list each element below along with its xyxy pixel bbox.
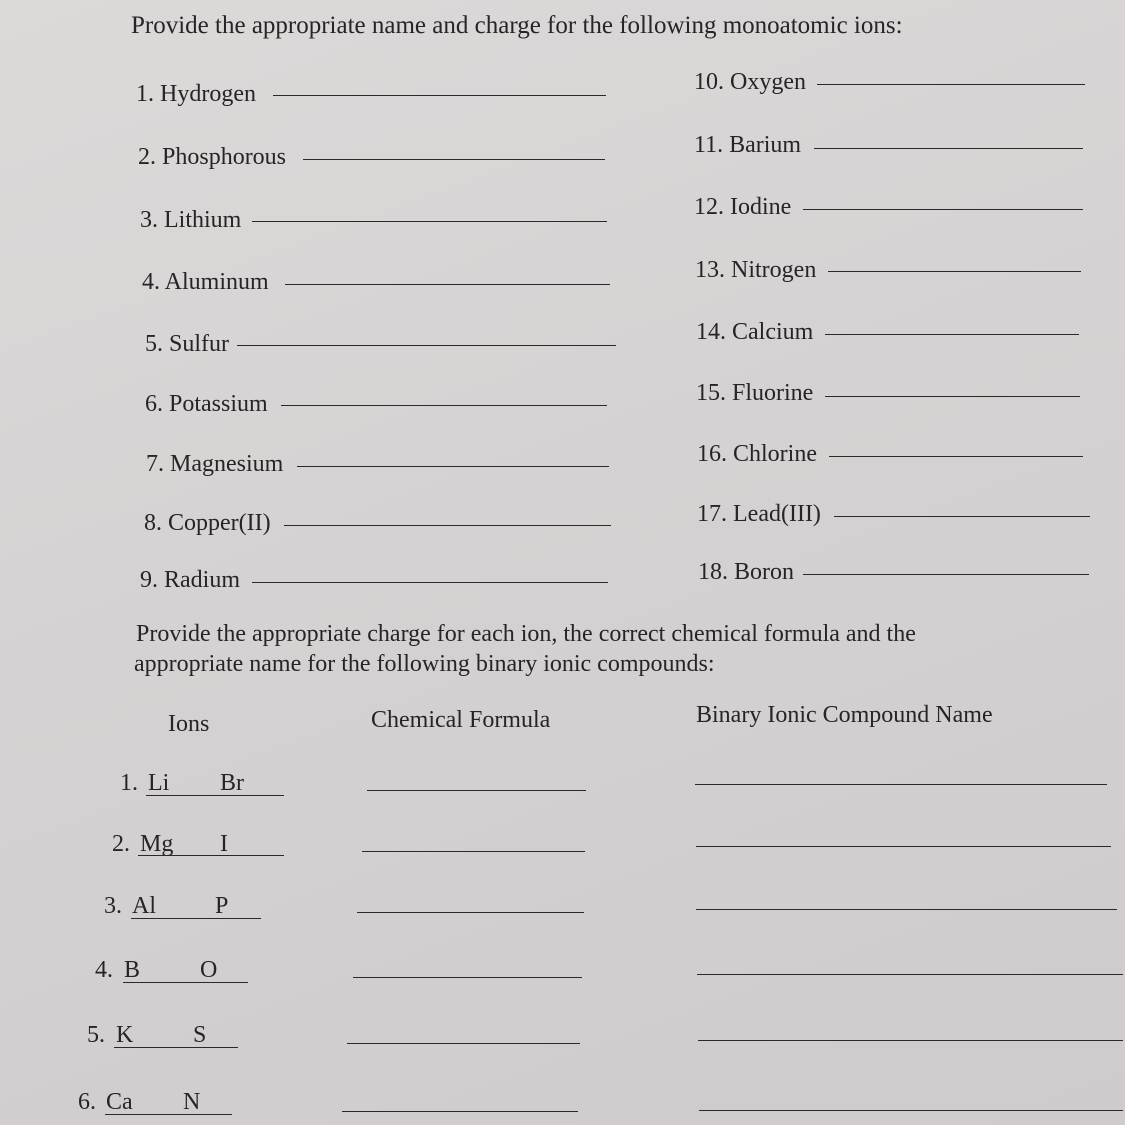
- ion-label: 12. Iodine: [694, 194, 792, 220]
- cation: K: [116, 1022, 134, 1048]
- answer-blank[interactable]: [281, 405, 607, 406]
- ion-label: 1. Hydrogen: [136, 81, 256, 107]
- anion: O: [200, 957, 218, 983]
- answer-blank[interactable]: [825, 334, 1079, 335]
- anion: S: [193, 1022, 207, 1048]
- answer-blank[interactable]: [803, 209, 1083, 210]
- answer-blank[interactable]: [252, 582, 608, 583]
- compound-name-blank[interactable]: [695, 784, 1107, 785]
- anion: I: [220, 831, 228, 857]
- formula-blank[interactable]: [347, 1043, 580, 1044]
- answer-blank[interactable]: [252, 221, 607, 222]
- answer-blank[interactable]: [284, 525, 611, 526]
- row-number: 1.: [120, 770, 138, 796]
- binary-heading-line-2: appropriate name for the following binary ionic compounds:: [134, 651, 715, 677]
- cation: B: [124, 957, 141, 983]
- answer-blank[interactable]: [803, 574, 1089, 575]
- answer-blank[interactable]: [273, 95, 606, 96]
- ion-label: 10. Oxygen: [694, 69, 806, 95]
- binary-heading-line-1: Provide the appropriate charge for each ion, the correct chemical formula and the: [136, 621, 916, 647]
- row-number: 3.: [104, 893, 122, 919]
- answer-blank[interactable]: [814, 148, 1083, 149]
- ion-label: 3. Lithium: [140, 207, 242, 233]
- formula-blank[interactable]: [362, 851, 585, 852]
- answer-blank[interactable]: [828, 271, 1081, 272]
- ion-label: 16. Chlorine: [697, 441, 817, 467]
- row-number: 4.: [95, 957, 113, 983]
- row-number: 2.: [112, 831, 130, 857]
- cation: Mg: [140, 831, 174, 857]
- ion-label: 15. Fluorine: [696, 380, 814, 406]
- formula-blank[interactable]: [357, 912, 584, 913]
- ion-label: 17. Lead(III): [697, 501, 821, 527]
- ion-label: 6. Potassium: [145, 391, 268, 417]
- cation: Li: [148, 770, 170, 796]
- column-header-formula: Chemical Formula: [371, 707, 551, 733]
- compound-name-blank[interactable]: [696, 846, 1111, 847]
- answer-blank[interactable]: [303, 159, 605, 160]
- row-number: 5.: [87, 1022, 105, 1048]
- row-number: 6.: [78, 1089, 96, 1115]
- column-header-ions: Ions: [168, 711, 210, 737]
- answer-blank[interactable]: [825, 396, 1080, 397]
- ion-label: 13. Nitrogen: [695, 257, 817, 283]
- compound-name-blank[interactable]: [697, 974, 1123, 975]
- compound-name-blank[interactable]: [698, 1040, 1123, 1041]
- anion: P: [215, 893, 229, 919]
- monoatomic-heading: Provide the appropriate name and charge for the following monoatomic ions:: [131, 12, 903, 39]
- formula-blank[interactable]: [342, 1111, 578, 1112]
- answer-blank[interactable]: [237, 345, 616, 346]
- ion-label: 5. Sulfur: [145, 331, 229, 357]
- ion-label: 4. Aluminum: [142, 269, 269, 295]
- formula-blank[interactable]: [353, 977, 582, 978]
- ion-label: 7. Magnesium: [146, 451, 284, 477]
- compound-name-blank[interactable]: [696, 909, 1117, 910]
- ion-label: 11. Barium: [694, 132, 802, 158]
- cation: Al: [132, 893, 156, 919]
- compound-name-blank[interactable]: [699, 1110, 1123, 1111]
- formula-blank[interactable]: [367, 790, 586, 791]
- ion-label: 14. Calcium: [696, 319, 814, 345]
- ion-label: 9. Radium: [140, 567, 240, 593]
- answer-blank[interactable]: [817, 84, 1085, 85]
- column-header-name: Binary Ionic Compound Name: [696, 702, 993, 728]
- anion: Br: [220, 770, 244, 796]
- answer-blank[interactable]: [829, 456, 1083, 457]
- ion-pair-blank[interactable]: [123, 956, 248, 983]
- answer-blank[interactable]: [834, 516, 1090, 517]
- ion-label: 18. Boron: [698, 559, 794, 585]
- ion-label: 8. Copper(II): [144, 510, 271, 536]
- answer-blank[interactable]: [297, 466, 609, 467]
- anion: N: [183, 1089, 201, 1115]
- ion-label: 2. Phosphorous: [138, 144, 287, 170]
- answer-blank[interactable]: [285, 284, 610, 285]
- cation: Ca: [106, 1089, 133, 1115]
